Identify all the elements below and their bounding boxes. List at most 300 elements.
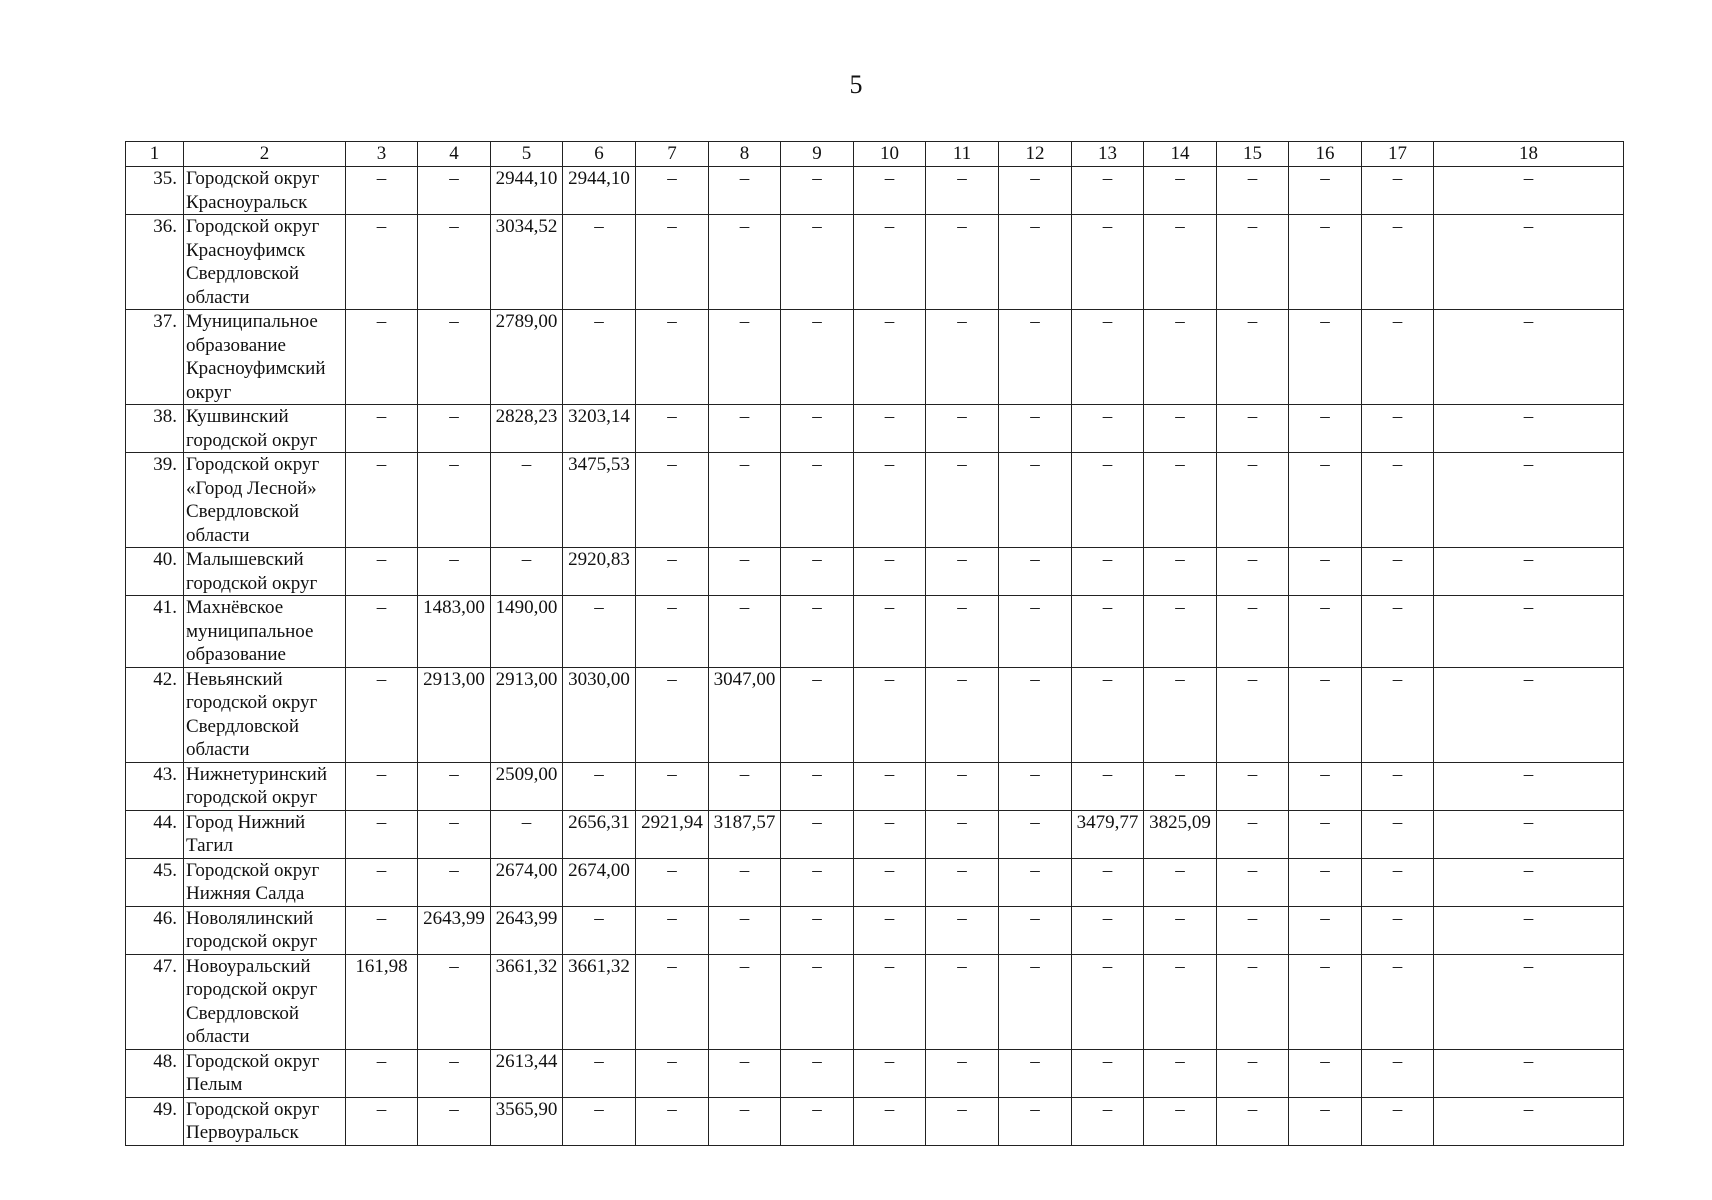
column-header: 1 xyxy=(126,142,184,167)
row-number: 35. xyxy=(126,167,184,215)
table-cell: – xyxy=(999,810,1072,858)
table-cell: – xyxy=(1217,667,1289,762)
table-cell: – xyxy=(926,453,999,548)
table-cell: – xyxy=(999,762,1072,810)
table-cell: – xyxy=(1289,810,1362,858)
table-cell: – xyxy=(1144,762,1217,810)
table-row xyxy=(126,405,1624,453)
table-cell: – xyxy=(1434,906,1624,954)
municipality-name: Новоуральский городской округ Свердловской области xyxy=(184,954,346,1049)
table-cell: – xyxy=(563,310,636,405)
table-cell: 3479,77 xyxy=(1072,810,1144,858)
column-header: 13 xyxy=(1072,142,1144,167)
table-row xyxy=(126,1097,1624,1145)
table-cell: – xyxy=(1434,667,1624,762)
table-cell: – xyxy=(781,667,854,762)
table-cell: – xyxy=(1434,310,1624,405)
table-cell: – xyxy=(1144,1097,1217,1145)
table-cell: – xyxy=(346,906,418,954)
table-cell: – xyxy=(636,405,709,453)
table-cell: – xyxy=(781,548,854,596)
table-cell: – xyxy=(1072,405,1144,453)
table-cell: – xyxy=(854,810,926,858)
table-cell: 2643,99 xyxy=(491,906,563,954)
table-cell: – xyxy=(709,1097,781,1145)
table-cell: – xyxy=(1144,215,1217,310)
table-cell: – xyxy=(1289,858,1362,906)
table-cell: – xyxy=(926,215,999,310)
table-cell: – xyxy=(1217,906,1289,954)
table-row xyxy=(126,596,1624,668)
table-cell: – xyxy=(346,548,418,596)
table-cell: – xyxy=(1072,906,1144,954)
table-cell: – xyxy=(1144,1049,1217,1097)
municipality-name: Нижнетуринский городской округ xyxy=(184,762,346,810)
table-cell: – xyxy=(1072,453,1144,548)
table-cell: – xyxy=(418,167,491,215)
table-cell: – xyxy=(418,453,491,548)
table-cell: – xyxy=(1362,858,1434,906)
table-cell: 2921,94 xyxy=(636,810,709,858)
table-cell: – xyxy=(1072,310,1144,405)
table-cell: – xyxy=(926,548,999,596)
table-cell: – xyxy=(709,906,781,954)
table-cell: 2828,23 xyxy=(491,405,563,453)
header-row xyxy=(126,142,1624,167)
table-cell: 1483,00 xyxy=(418,596,491,668)
table-cell: – xyxy=(636,167,709,215)
table-cell: – xyxy=(854,215,926,310)
column-header: 2 xyxy=(184,142,346,167)
table-cell: – xyxy=(418,954,491,1049)
table-cell: – xyxy=(854,548,926,596)
table-cell: – xyxy=(709,954,781,1049)
table-cell: 2789,00 xyxy=(491,310,563,405)
table-cell: – xyxy=(1144,954,1217,1049)
table-cell: – xyxy=(1217,215,1289,310)
table-cell: – xyxy=(563,596,636,668)
table-cell: – xyxy=(926,167,999,215)
table-cell: – xyxy=(926,954,999,1049)
table-cell: – xyxy=(636,906,709,954)
table-cell: – xyxy=(999,167,1072,215)
table-cell: – xyxy=(854,906,926,954)
table-cell: – xyxy=(1072,167,1144,215)
table-cell: – xyxy=(1434,405,1624,453)
row-number: 44. xyxy=(126,810,184,858)
table-cell: – xyxy=(636,858,709,906)
table-cell: – xyxy=(709,858,781,906)
table-cell: – xyxy=(781,453,854,548)
table-cell: – xyxy=(1434,858,1624,906)
table-cell: – xyxy=(1434,215,1624,310)
table-cell: – xyxy=(999,405,1072,453)
table-cell: 1490,00 xyxy=(491,596,563,668)
table-cell: – xyxy=(1434,596,1624,668)
row-number: 48. xyxy=(126,1049,184,1097)
table-cell: – xyxy=(418,762,491,810)
table-cell: – xyxy=(781,405,854,453)
table-cell: – xyxy=(1217,548,1289,596)
table-header xyxy=(126,142,1624,167)
table-cell: – xyxy=(854,762,926,810)
table-cell: – xyxy=(491,453,563,548)
table-cell: – xyxy=(1289,667,1362,762)
table-cell: – xyxy=(926,1097,999,1145)
table-cell: – xyxy=(1217,596,1289,668)
table-cell: – xyxy=(999,310,1072,405)
page-number: 5 xyxy=(849,70,863,99)
municipality-name: Городской округ Красноуральск xyxy=(184,167,346,215)
table-cell: – xyxy=(854,1049,926,1097)
table-cell: – xyxy=(1217,310,1289,405)
municipality-name: Городской округ Нижняя Салда xyxy=(184,858,346,906)
table-cell: – xyxy=(418,858,491,906)
table-cell: – xyxy=(781,167,854,215)
table-cell: – xyxy=(1289,453,1362,548)
table-cell: – xyxy=(418,1097,491,1145)
table-cell: – xyxy=(563,1097,636,1145)
table-cell: 3475,53 xyxy=(563,453,636,548)
table-cell: – xyxy=(563,215,636,310)
table-cell: – xyxy=(1362,310,1434,405)
column-header: 7 xyxy=(636,142,709,167)
table-cell: – xyxy=(563,906,636,954)
municipality-name: Город Нижний Тагил xyxy=(184,810,346,858)
table-cell: – xyxy=(854,858,926,906)
table-cell: – xyxy=(709,215,781,310)
table-cell: – xyxy=(1434,954,1624,1049)
table-cell: – xyxy=(1362,954,1434,1049)
table-cell: 3047,00 xyxy=(709,667,781,762)
table-cell: – xyxy=(1217,954,1289,1049)
table-cell: 3034,52 xyxy=(491,215,563,310)
table-cell: 3187,57 xyxy=(709,810,781,858)
table-cell: – xyxy=(999,906,1072,954)
table-cell: – xyxy=(999,667,1072,762)
row-number: 38. xyxy=(126,405,184,453)
table-cell: 2913,00 xyxy=(418,667,491,762)
table-cell: – xyxy=(999,215,1072,310)
table-cell: – xyxy=(926,906,999,954)
table-cell: – xyxy=(636,548,709,596)
table-cell: – xyxy=(636,1097,709,1145)
table-cell: – xyxy=(781,906,854,954)
column-header: 8 xyxy=(709,142,781,167)
municipality-name: Невьянский городской округ Свердловской области xyxy=(184,667,346,762)
table-cell: – xyxy=(1434,453,1624,548)
table-cell: – xyxy=(709,596,781,668)
table-cell: – xyxy=(1144,858,1217,906)
table-cell: – xyxy=(418,405,491,453)
column-header: 11 xyxy=(926,142,999,167)
table-cell: 2509,00 xyxy=(491,762,563,810)
table-cell: – xyxy=(781,1049,854,1097)
table-cell: – xyxy=(1144,548,1217,596)
column-header: 17 xyxy=(1362,142,1434,167)
table-cell: – xyxy=(1144,667,1217,762)
table-cell: – xyxy=(1362,906,1434,954)
table-cell: – xyxy=(346,405,418,453)
table-cell: – xyxy=(636,1049,709,1097)
table-cell: – xyxy=(781,810,854,858)
table-cell: 3030,00 xyxy=(563,667,636,762)
municipality-name: Кушвинский городской округ xyxy=(184,405,346,453)
municipality-name: Махнёвское муниципальное образование xyxy=(184,596,346,668)
table-cell: – xyxy=(1434,810,1624,858)
table-row xyxy=(126,453,1624,548)
table-cell: – xyxy=(999,596,1072,668)
table-cell: – xyxy=(999,1097,1072,1145)
table-cell: – xyxy=(491,810,563,858)
table-cell: – xyxy=(346,167,418,215)
table-cell: – xyxy=(346,1097,418,1145)
row-number: 37. xyxy=(126,310,184,405)
table-cell: – xyxy=(1144,405,1217,453)
table-cell: 2613,44 xyxy=(491,1049,563,1097)
table-cell: – xyxy=(1217,1097,1289,1145)
column-header: 12 xyxy=(999,142,1072,167)
table-cell: – xyxy=(1144,906,1217,954)
table-cell: – xyxy=(418,548,491,596)
table-cell: – xyxy=(1217,405,1289,453)
table-cell: – xyxy=(636,762,709,810)
table-cell: – xyxy=(709,310,781,405)
table-cell: – xyxy=(418,310,491,405)
table-cell: 3565,90 xyxy=(491,1097,563,1145)
table-cell: – xyxy=(1362,762,1434,810)
table-row xyxy=(126,1049,1624,1097)
table-cell: 2920,83 xyxy=(563,548,636,596)
table-cell: – xyxy=(346,762,418,810)
table-cell: – xyxy=(636,954,709,1049)
table-cell: – xyxy=(346,310,418,405)
table-cell: – xyxy=(709,762,781,810)
table-cell: – xyxy=(1217,167,1289,215)
table-cell: – xyxy=(1289,1049,1362,1097)
table-cell: 2944,10 xyxy=(563,167,636,215)
table-cell: – xyxy=(636,596,709,668)
table-cell: – xyxy=(418,810,491,858)
table-cell: – xyxy=(1289,310,1362,405)
row-number: 47. xyxy=(126,954,184,1049)
table-cell: – xyxy=(1362,1049,1434,1097)
table-cell: – xyxy=(491,548,563,596)
table-row xyxy=(126,762,1624,810)
table-row xyxy=(126,858,1624,906)
table-cell: – xyxy=(854,405,926,453)
table-cell: – xyxy=(781,310,854,405)
table-cell: – xyxy=(781,1097,854,1145)
table-cell: – xyxy=(709,1049,781,1097)
table-cell: – xyxy=(1072,548,1144,596)
table-cell: 161,98 xyxy=(346,954,418,1049)
table-cell: – xyxy=(1362,810,1434,858)
table-cell: – xyxy=(1362,405,1434,453)
column-header: 14 xyxy=(1144,142,1217,167)
table-cell: – xyxy=(636,215,709,310)
table-cell: – xyxy=(418,1049,491,1097)
column-header: 6 xyxy=(563,142,636,167)
table-cell: – xyxy=(636,310,709,405)
table-cell: – xyxy=(1072,596,1144,668)
table-cell: – xyxy=(1289,906,1362,954)
table-cell: – xyxy=(854,596,926,668)
table-cell: – xyxy=(709,453,781,548)
table-cell: – xyxy=(854,167,926,215)
table-cell: – xyxy=(346,453,418,548)
table-cell: – xyxy=(926,762,999,810)
column-header: 15 xyxy=(1217,142,1289,167)
table-cell: 3661,32 xyxy=(491,954,563,1049)
row-number: 41. xyxy=(126,596,184,668)
table-cell: – xyxy=(563,1049,636,1097)
row-number: 43. xyxy=(126,762,184,810)
table-cell: – xyxy=(999,453,1072,548)
table-cell: – xyxy=(1434,1097,1624,1145)
table-cell: – xyxy=(709,548,781,596)
table-cell: – xyxy=(854,954,926,1049)
table-cell: – xyxy=(1072,954,1144,1049)
table-cell: – xyxy=(926,858,999,906)
column-header: 10 xyxy=(854,142,926,167)
table-cell: – xyxy=(1072,762,1144,810)
row-number: 40. xyxy=(126,548,184,596)
table-cell: – xyxy=(1144,310,1217,405)
table-cell: – xyxy=(709,405,781,453)
table-row xyxy=(126,215,1624,310)
table-cell: – xyxy=(1072,667,1144,762)
table-cell: – xyxy=(1362,667,1434,762)
table-cell: 2656,31 xyxy=(563,810,636,858)
table-cell: – xyxy=(1072,858,1144,906)
table-cell: – xyxy=(1072,1049,1144,1097)
table-cell: – xyxy=(854,667,926,762)
table-cell: – xyxy=(781,596,854,668)
column-header: 3 xyxy=(346,142,418,167)
table-cell: – xyxy=(926,810,999,858)
column-header: 16 xyxy=(1289,142,1362,167)
table-cell: 3661,32 xyxy=(563,954,636,1049)
table-cell: – xyxy=(1362,596,1434,668)
municipality-name: Городской округ Первоуральск xyxy=(184,1097,346,1145)
table-row xyxy=(126,810,1624,858)
table-cell: 3825,09 xyxy=(1144,810,1217,858)
table-cell: – xyxy=(1072,1097,1144,1145)
table-cell: – xyxy=(926,1049,999,1097)
table-cell: – xyxy=(1362,215,1434,310)
row-number: 45. xyxy=(126,858,184,906)
table-cell: – xyxy=(1434,762,1624,810)
table-cell: – xyxy=(926,667,999,762)
row-number: 49. xyxy=(126,1097,184,1145)
table-cell: 2913,00 xyxy=(491,667,563,762)
table-cell: – xyxy=(563,762,636,810)
table-cell: – xyxy=(709,167,781,215)
table-cell: – xyxy=(1217,453,1289,548)
table-cell: – xyxy=(1434,167,1624,215)
table-cell: – xyxy=(346,810,418,858)
table-body xyxy=(126,167,1624,1146)
table-cell: – xyxy=(1362,453,1434,548)
table-cell: – xyxy=(999,858,1072,906)
column-header: 9 xyxy=(781,142,854,167)
table-cell: 3203,14 xyxy=(563,405,636,453)
row-number: 42. xyxy=(126,667,184,762)
table-cell: – xyxy=(1289,596,1362,668)
table-cell: – xyxy=(636,667,709,762)
table-cell: – xyxy=(636,453,709,548)
table-cell: – xyxy=(1072,215,1144,310)
table-cell: – xyxy=(1289,548,1362,596)
table-cell: – xyxy=(1217,810,1289,858)
table-cell: – xyxy=(346,1049,418,1097)
table-cell: – xyxy=(1289,167,1362,215)
municipality-name: Муниципальное образование Красноуфимский округ xyxy=(184,310,346,405)
table-cell: – xyxy=(346,596,418,668)
table-cell: – xyxy=(1217,1049,1289,1097)
table-cell: – xyxy=(1362,1097,1434,1145)
table-cell: – xyxy=(346,858,418,906)
table-cell: – xyxy=(346,215,418,310)
table-cell: – xyxy=(1289,762,1362,810)
table-cell: – xyxy=(781,954,854,1049)
table-cell: – xyxy=(1144,453,1217,548)
table-cell: – xyxy=(781,858,854,906)
table-cell: – xyxy=(999,954,1072,1049)
table-cell: – xyxy=(1217,858,1289,906)
row-number: 36. xyxy=(126,215,184,310)
table-cell: – xyxy=(1362,167,1434,215)
municipality-name: Городской округ Пелым xyxy=(184,1049,346,1097)
table-cell: – xyxy=(1434,548,1624,596)
municipality-name: Городской округ Красноуфимск Свердловской области xyxy=(184,215,346,310)
table-cell: – xyxy=(1144,596,1217,668)
column-header: 5 xyxy=(491,142,563,167)
table-row xyxy=(126,667,1624,762)
table-cell: – xyxy=(926,596,999,668)
municipality-name: Городской округ «Город Лесной» Свердловской области xyxy=(184,453,346,548)
table-cell: – xyxy=(854,1097,926,1145)
table-cell: – xyxy=(1289,954,1362,1049)
table-cell: – xyxy=(999,1049,1072,1097)
municipality-name: Малышевский городской округ xyxy=(184,548,346,596)
table-row xyxy=(126,906,1624,954)
table-row xyxy=(126,954,1624,1049)
table-row xyxy=(126,548,1624,596)
table-cell: 2674,00 xyxy=(491,858,563,906)
table-cell: 2944,10 xyxy=(491,167,563,215)
table-cell: – xyxy=(854,310,926,405)
table-row xyxy=(126,310,1624,405)
table-cell: – xyxy=(418,215,491,310)
table-cell: – xyxy=(1362,548,1434,596)
table-cell: 2674,00 xyxy=(563,858,636,906)
column-header: 18 xyxy=(1434,142,1624,167)
table-cell: 2643,99 xyxy=(418,906,491,954)
table-cell: – xyxy=(346,667,418,762)
table-cell: – xyxy=(1289,215,1362,310)
table-cell: – xyxy=(781,762,854,810)
municipality-name: Новолялинский городской округ xyxy=(184,906,346,954)
table-cell: – xyxy=(1217,762,1289,810)
table-cell: – xyxy=(999,548,1072,596)
table-cell: – xyxy=(854,453,926,548)
row-number: 39. xyxy=(126,453,184,548)
column-header: 4 xyxy=(418,142,491,167)
table-row xyxy=(126,167,1624,215)
table-cell: – xyxy=(1289,1097,1362,1145)
